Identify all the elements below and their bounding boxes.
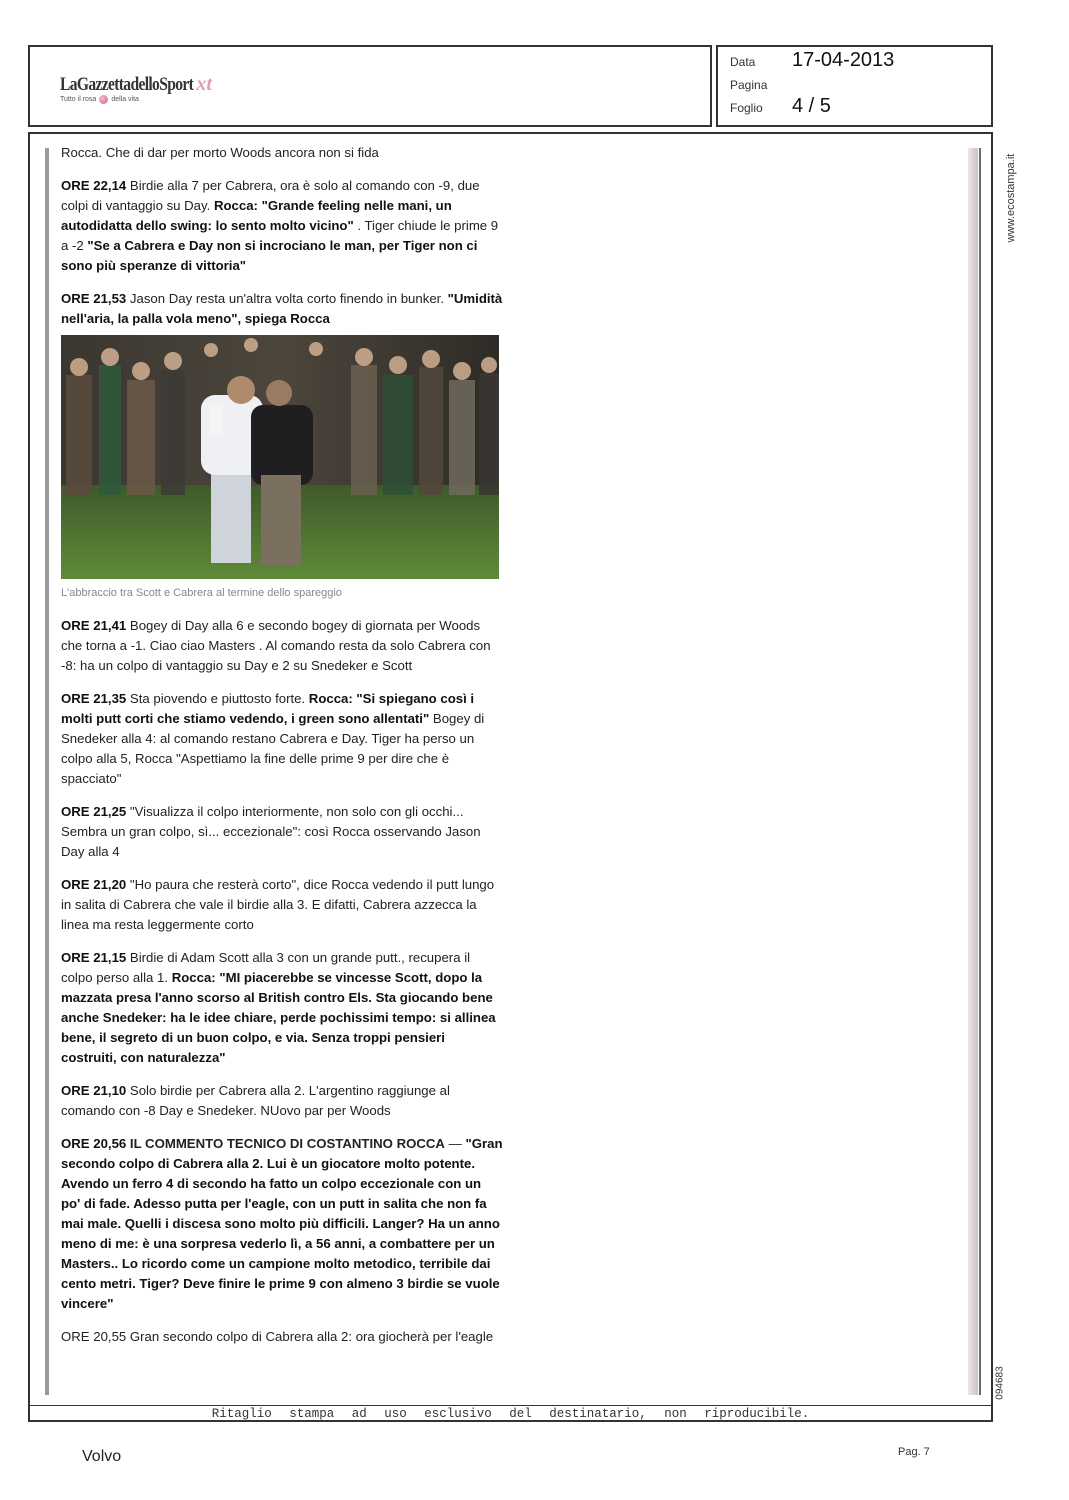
paragraph-2141 <box>61 616 503 676</box>
paragraph-text: "Visualizza il colpo interiormente, non solo con gli occhi... Sembra un gran colpo, sì... eccezionale": così Rocca osservando Jason Day alla 4 <box>61 804 481 859</box>
header-meta-box <box>716 45 993 127</box>
paragraph-2055: ORE 20,55 Gran secondo colpo di Cabrera alla 2: ora giocherà per l'eagle <box>61 1329 494 1344</box>
document-code: 094683 <box>994 1366 1006 1400</box>
newspaper-logo <box>60 73 212 104</box>
foglio-value: 4 / 5 <box>792 95 831 117</box>
paragraph-text: Sta piovendo e piuttosto forte. <box>126 691 309 706</box>
page-number: Pag. 7 <box>898 1446 930 1458</box>
photo-illustration <box>61 335 499 579</box>
paragraph-text: "Ho paura che resterà corto", dice Rocca vedendo il putt lungo in salita di Cabrera che vale il birdie alla 3. E difatti, Cabrera azzecca la linea ma resta leggermente corto <box>61 877 495 932</box>
timestamp: ORE 21,35 <box>61 691 127 706</box>
foglio-label: Foglio <box>730 101 763 115</box>
paragraph-text: Birdie di Adam Scott alla 3 con un grande putt., recupera il colpo perso alla 1. <box>61 950 471 985</box>
paragraph-text: Solo birdie per Cabrera alla 2. L'argentino raggiunge al comando con -8 Day e Snedeker. NUovo par per Woods <box>61 1083 450 1118</box>
paragraph-text: Bogey di Snedeker alla 4: al comando restano Cabrera e Day. Tiger ha perso un colpo alla 5, Rocca "Aspettiamo la fine delle prime 9 per dire che è spacciato" <box>61 711 485 786</box>
logo-text: LaGazzettadelloSport <box>60 74 194 95</box>
paragraph-2120 <box>61 875 503 935</box>
rose-dot-icon <box>99 95 108 104</box>
paragraph-text: Birdie alla 7 per Cabrera, ora è solo al comando con -9, due colpi di vantaggio su Day. <box>61 178 480 213</box>
quote-bold: "Umidità nell'aria, la palla vola meno", spiega Rocca <box>61 291 503 326</box>
timestamp: ORE 21,25 <box>61 804 127 819</box>
quote-bold: "Se a Cabrera e Day non si incrociano le man, per Tiger non ci sono più speranze di vittoria" <box>61 238 478 273</box>
timestamp: ORE 21,15 <box>61 950 127 965</box>
right-margin-bar <box>968 148 978 1395</box>
reproduction-notice: Ritaglio stampa ad uso esclusivo del destinatario, non riproducibile. <box>30 1405 991 1422</box>
client-name: Volvo <box>82 1448 122 1465</box>
paragraph-text: — <box>444 1136 466 1151</box>
paragraph-text: . Tiger chiude le prime 9 a -2 <box>61 218 499 253</box>
article-photo <box>61 335 499 579</box>
quote-bold: Rocca: "Si spiegano così i molti putt corti che stiamo vedendo, i green sono allentati" <box>61 691 475 726</box>
timestamp: ORE 22,14 <box>61 178 127 193</box>
paragraph-2125 <box>61 802 503 862</box>
logo-tagline-2: della vita <box>111 96 139 103</box>
paragraph-intro: Rocca. Che di dar per morto Woods ancora non si fida <box>61 145 379 160</box>
paragraph-2110 <box>61 1081 503 1121</box>
paragraph-2214 <box>61 176 503 276</box>
header-masthead-box <box>28 45 712 127</box>
timestamp: ORE 20,56 <box>61 1136 127 1151</box>
paragraph-text: Bogey di Day alla 6 e secondo bogey di giornata per Woods che torna a -1. Ciao ciao Masters . Al comando resta da solo Cabrera con -8: ha un colpo di vantaggio su Day e 2 su Snedeker e Scott <box>61 618 491 673</box>
quote-bold: Rocca: "MI piacerebbe se vincesse Scott, dopo la mazzata presa l'anno scorso al British contro Els. Sta giocando bene anche Snedeker: ha le idee chiare, perde pochissimi tempo: si allinea bene, il segreto di un buon colpo, e via. Senza troppi pensieri costruiti, con naturalezza" <box>61 970 496 1065</box>
paragraph-2135 <box>61 689 503 789</box>
timestamp: ORE 21,10 <box>61 1083 127 1098</box>
timestamp: ORE 21,41 <box>61 618 127 633</box>
pagina-label: Pagina <box>730 78 768 92</box>
photo-caption: L'abbraccio tra Scott e Cabrera al termine dello spareggio <box>61 587 342 599</box>
right-margin-line <box>979 148 981 1395</box>
logo-tagline-1: Tutto il rosa <box>60 96 97 103</box>
ecostampa-url: www.ecostampa.it <box>1005 153 1017 243</box>
article-body <box>61 143 503 1360</box>
timestamp: ORE 21,20 <box>61 877 127 892</box>
paragraph-2056 <box>61 1134 503 1314</box>
quote-bold: Rocca: "Grande feeling nelle mani, un autodidatta dello swing: lo sento molto vicino" <box>61 198 452 233</box>
data-value: 17-04-2013 <box>792 49 895 71</box>
quote-bold: "Gran secondo colpo di Cabrera alla 2. Lui è un giocatore molto potente. Avendo un ferro 4 di secondo ha fatto un colpo eccezionale con un po' di fade. Adesso putta per l'eagle, con un putt in salita che non fa mai male. Quelli i discesa sono molto più difficili. Langer? Ha un anno meno di me: è una sorpresa vederlo lì, a 56 anni, a combattere per un Masters.. Lo ricordo come un campione molto metodico, terribile dai cento metri. Tiger? Deve finire le prime 9 con almeno 3 birdie se vuole vincere" <box>61 1136 503 1311</box>
paragraph-text: IL COMMENTO TECNICO DI COSTANTINO ROCCA <box>126 1136 445 1151</box>
data-label: Data <box>730 55 756 69</box>
logo-suffix: xt <box>196 73 212 95</box>
paragraph-2153 <box>61 289 503 329</box>
left-margin-bar <box>45 148 49 1395</box>
paragraph-text: Jason Day resta un'altra volta corto finendo in bunker. <box>126 291 448 306</box>
paragraph-2115 <box>61 948 503 1068</box>
logo-tagline <box>60 95 212 104</box>
timestamp: ORE 21,53 <box>61 291 127 306</box>
